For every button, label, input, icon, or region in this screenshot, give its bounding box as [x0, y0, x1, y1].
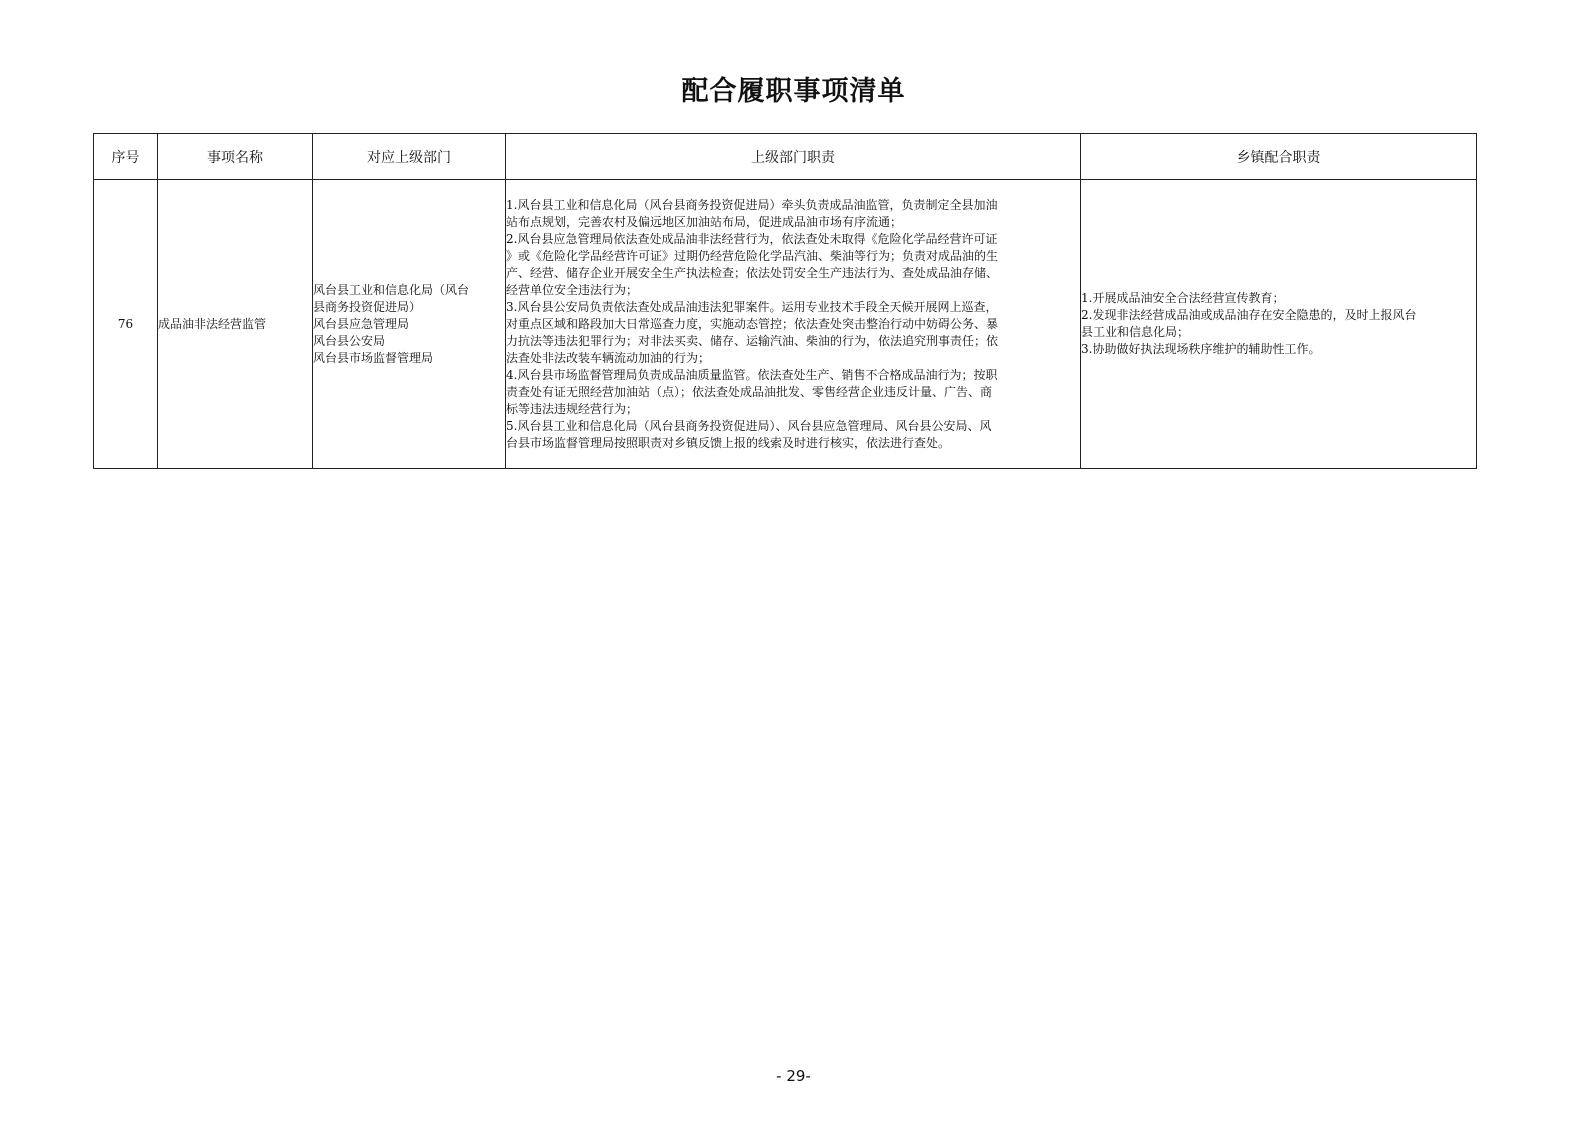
- row-superior-duties: [506, 180, 1081, 469]
- duty-line: 3.风台县公安局负责依法查处成品油违法犯罪案件。运用专业技术手段全天候开展网上巡查，: [506, 299, 998, 314]
- duty-line: 2.风台县应急管理局依法查处成品油非法经营行为，依法查处未取得《危险化学品经营许可证: [506, 231, 998, 246]
- township-duty-line: 3.协助做好执法现场秩序维护的辅助性工作。: [1081, 342, 1321, 356]
- header-item-name: 事项名称: [158, 134, 313, 180]
- township-duty-line: 2.发现非法经营成品油或成品油存在安全隐患的，及时上报风台: [1081, 308, 1417, 322]
- department-line: 风台县应急管理局: [313, 316, 410, 331]
- department-line: 风台县工业和信息化局（风台: [313, 282, 470, 297]
- duty-line: 1.风台县工业和信息化局（风台县商务投资促进局）牵头负责成品油监管，负责制定全县加油: [506, 197, 998, 212]
- township-duty-line: 县工业和信息化局；: [1081, 325, 1190, 339]
- township-duty-line: 1.开展成品油安全合法经营宣传教育；: [1081, 291, 1285, 305]
- duty-line: 法查处非法改装车辆流动加油的行为；: [506, 350, 711, 365]
- row-departments: [313, 180, 506, 469]
- header-township-duties: 乡镇配合职责: [1081, 134, 1477, 180]
- duty-line: 对重点区域和路段加大日常巡查力度，实施动态管控；依法查处突击整治行动中妨碍公务、暴: [506, 316, 999, 331]
- page-title: 配合履职事项清单: [681, 76, 906, 107]
- row-item-name: 成品油非法经营监管: [158, 180, 313, 469]
- duty-line: 责查处有证无照经营加油站（点）；依法查处成品油批发、零售经营企业违反计量、广告、商: [506, 384, 993, 399]
- department-line: 县商务投资促进局）: [313, 299, 422, 314]
- department-line: 风台县市场监督管理局: [313, 350, 434, 365]
- row-serial-number: 76: [94, 180, 158, 469]
- duty-line: 5.风台县工业和信息化局（风台县商务投资促进局）、风台县应急管理局、风台县公安局、风: [506, 418, 992, 433]
- duty-line: 力抗法等违法犯罪行为；对非法买卖、储存、运输汽油、柴油的行为，依法追究刑事责任；依: [506, 333, 999, 348]
- duty-line: 产、经营、储存企业开展安全生产执法检查；依法处罚安全生产违法行为、查处成品油存储、: [506, 265, 999, 280]
- table-header-row: [94, 134, 1477, 180]
- row-township-duties: [1081, 180, 1477, 469]
- duty-table: [93, 133, 1477, 469]
- header-serial-number: 序号: [94, 134, 158, 180]
- department-line: 风台县公安局: [313, 333, 386, 348]
- duty-line: 经营单位安全违法行为；: [506, 282, 639, 297]
- duty-line: 》或《危险化学品经营许可证》过期仍经营危险化学品汽油、柴油等行为；负责对成品油的生: [506, 248, 999, 263]
- duty-line: 4.风台县市场监督管理局负责成品油质量监管。依法查处生产、销售不合格成品油行为；按职: [506, 367, 998, 382]
- header-superior-department: 对应上级部门: [313, 134, 506, 180]
- duty-line: 标等违法违规经营行为；: [506, 401, 639, 416]
- page-number: - 29-: [776, 1067, 811, 1085]
- header-superior-duties: 上级部门职责: [506, 134, 1081, 180]
- duty-line: 台县市场监督管理局按照职责对乡镇反馈上报的线索及时进行核实，依法进行查处。: [506, 435, 951, 450]
- table-row: [94, 180, 1477, 469]
- duty-line: 站布点规划，完善农村及偏远地区加油站布局，促进成品油市场有序流通；: [506, 214, 903, 229]
